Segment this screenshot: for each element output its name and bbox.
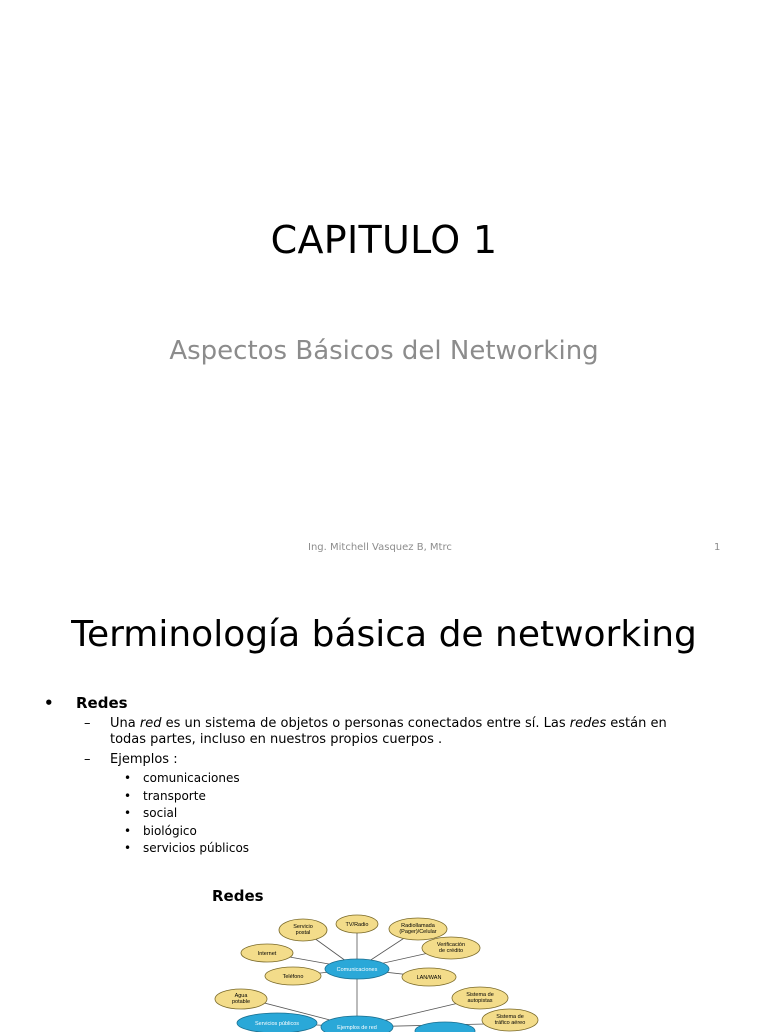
definition-emphasis: red <box>139 716 162 731</box>
definition-part: están en todas partes, incluso en nuestros propios cuerpos . <box>110 716 667 747</box>
node-label: Ejemplos de red <box>337 1025 377 1031</box>
node-label: Servicios públicos <box>254 1021 300 1027</box>
footer-author: Ing. Mitchell Vasquez B, Mtrc <box>308 542 452 553</box>
bullet-icon: • <box>124 788 132 803</box>
example-text: transporte <box>143 788 206 803</box>
bullet-icon: • <box>124 771 132 785</box>
node-other <box>415 1022 475 1032</box>
node-label: potable <box>231 999 251 1005</box>
node-label: Comunicaciones <box>336 967 378 973</box>
bullet-icon: • <box>124 841 132 855</box>
node-label: tráfico aéreo <box>494 1020 526 1026</box>
slide-subtitle: Aspectos Básicos del Networking <box>169 336 599 366</box>
list-item <box>124 770 724 788</box>
node-label: Radiollamada <box>401 923 435 929</box>
node-label: postal <box>295 930 311 936</box>
definition-part: Una <box>110 716 140 731</box>
slide-title: CAPITULO 1 <box>270 218 498 262</box>
node-label: (Pager)/Celular <box>399 929 437 935</box>
bullet-content <box>44 694 724 858</box>
list-item <box>124 788 724 806</box>
node-label: de crédito <box>438 948 464 954</box>
node-label: Servicio <box>293 924 313 930</box>
list-item <box>124 823 724 841</box>
bullet-icon: • <box>44 694 54 712</box>
bullet-icon: • <box>124 823 132 838</box>
diagram-graphic <box>205 882 535 1032</box>
definition-emphasis: redes <box>569 716 607 731</box>
diagram-title: Redes <box>212 887 264 905</box>
sub-bullet-examples <box>84 752 724 768</box>
example-text: social <box>143 806 178 820</box>
bullet-text: Redes <box>76 694 128 712</box>
content-slide <box>0 576 768 1031</box>
node-label: Sistema de <box>496 1014 524 1020</box>
node-label: Agua <box>234 993 248 999</box>
sub-bullet-definition <box>84 716 724 748</box>
network-diagram <box>205 882 535 1032</box>
definition-part: es un sistema de objetos o personas conectados entre sí. Las <box>161 716 570 731</box>
dash-icon: – <box>84 716 91 731</box>
page-number: 1 <box>714 542 721 553</box>
definition-text <box>110 716 700 748</box>
examples-list <box>124 770 724 858</box>
example-text: biológico <box>143 823 197 838</box>
example-text: comunicaciones <box>143 771 240 785</box>
bullet-item <box>44 694 724 712</box>
dash-icon: – <box>84 752 91 767</box>
node-label: Teléfono <box>282 974 304 980</box>
examples-label: Ejemplos : <box>110 752 178 767</box>
example-text: servicios públicos <box>143 841 250 855</box>
node-label: Sistema de <box>466 992 494 998</box>
list-item <box>124 840 724 858</box>
list-item <box>124 805 724 823</box>
node-label: Verificación <box>436 942 466 948</box>
node-label: Internet <box>257 951 277 957</box>
bullet-icon: • <box>124 806 132 820</box>
node-label: LAN/WAN <box>416 975 442 981</box>
node-label: autopistas <box>467 998 493 1004</box>
node-label: TV/Radio <box>345 922 369 928</box>
slide-title: Terminología básica de networking <box>71 614 697 655</box>
